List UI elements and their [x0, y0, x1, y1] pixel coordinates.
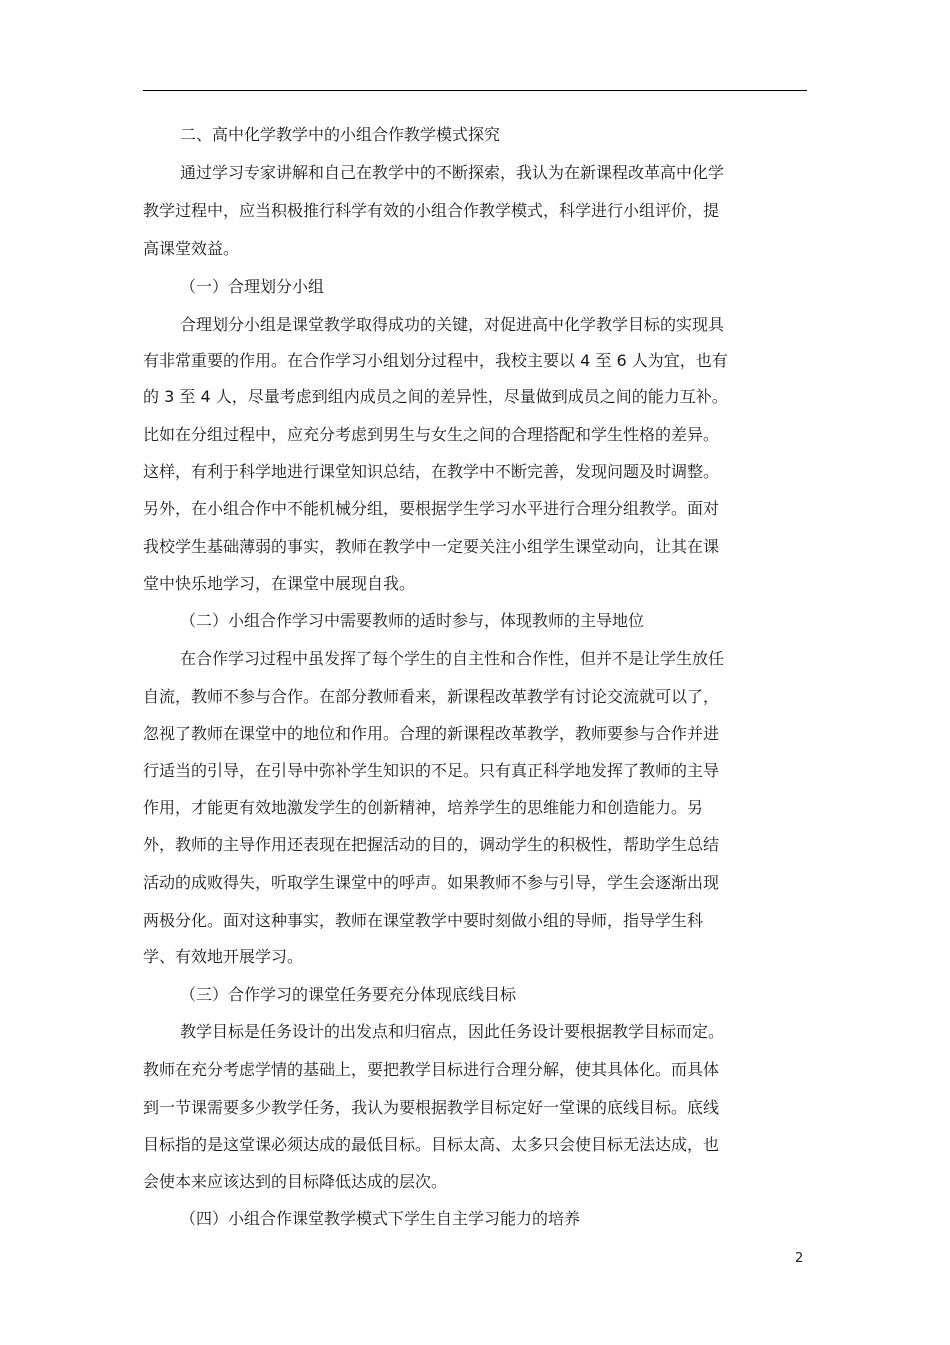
subsection-heading: （二）小组合作学习中需要教师的适时参与，体现教师的主导地位 [180, 611, 645, 630]
paragraph-line: 有非常重要的作用。在合作学习小组划分过程中，我校主要以 4 至 6 人为宜，也有 [143, 351, 728, 370]
paragraph-line: 合理划分小组是课堂教学取得成功的关键，对促进高中化学教学目标的实现具 [180, 315, 725, 334]
paragraph-line: 在合作学习过程中虽发挥了每个学生的自主性和合作性，但并不是让学生放任 [180, 649, 725, 668]
paragraph-line: 这样，有利于科学地进行课堂知识总结，在教学中不断完善，发现问题及时调整。 [143, 462, 720, 481]
paragraph-line: 教学目标是任务设计的出发点和归宿点，因此任务设计要根据教学目标而定。 [180, 1022, 725, 1041]
subsection-heading: （四）小组合作课堂教学模式下学生自主学习能力的培养 [180, 1209, 581, 1228]
page-number: 2 [795, 1251, 804, 1266]
paragraph-line: 教学过程中，应当积极推行科学有效的小组合作教学模式，科学进行小组评价，提 [143, 201, 720, 220]
paragraph-line: 到一节课需要多少教学任务，我认为要根据教学目标定好一堂课的底线目标。底线 [143, 1098, 720, 1117]
paragraph-line: 堂中快乐地学习，在课堂中展现自我。 [143, 574, 416, 593]
paragraph-line: 自流，教师不参与合作。在部分教师看来，新课程改革教学有讨论交流就可以了， [143, 687, 720, 706]
paragraph-line: 教师在充分考虑学情的基础上，要把教学目标进行合理分解，使其具体化。而具体 [143, 1060, 720, 1079]
section-heading: 二、高中化学教学中的小组合作教学模式探究 [180, 125, 501, 144]
paragraph-line: 通过学习专家讲解和自己在教学中的不断探索，我认为在新课程改革高中化学 [180, 163, 725, 182]
subsection-heading: （三）合作学习的课堂任务要充分体现底线目标 [180, 985, 517, 1004]
paragraph-line: 目标指的是这堂课必须达成的最低目标。目标太高、太多只会使目标无法达成，也 [143, 1135, 720, 1154]
paragraph-line: 另外，在小组合作中不能机械分组，要根据学生学习水平进行合理分组教学。面对 [143, 499, 720, 518]
paragraph-line: 高课堂效益。 [143, 239, 240, 258]
paragraph-line: 我校学生基础薄弱的事实，教师在教学中一定要关注小组学生课堂动向，让其在课 [143, 537, 720, 556]
paragraph-line: 会使本来应该达到的目标降低达成的层次。 [143, 1172, 448, 1191]
subsection-heading: （一）合理划分小组 [180, 277, 325, 296]
paragraph-line: 的 3 至 4 人，尽量考虑到组内成员之间的差异性，尽量做到成员之间的能力互补。 [143, 387, 728, 406]
header-rule [143, 90, 807, 91]
paragraph-line: 活动的成败得失，听取学生课堂中的呼声。如果教师不参与引导，学生会逐渐出现 [143, 873, 720, 892]
paragraph-line: 忽视了教师在课堂中的地位和作用。合理的新课程改革教学，教师要参与合作并进 [143, 724, 720, 743]
paragraph-line: 两极分化。面对这种事实，教师在课堂教学中要时刻做小组的导师，指导学生科 [143, 911, 704, 930]
paragraph-line: 外，教师的主导作用还表现在把握活动的目的，调动学生的积极性，帮助学生总结 [143, 835, 720, 854]
paragraph-line: 作用，才能更有效地激发学生的创新精神，培养学生的思维能力和创造能力。另 [143, 798, 704, 817]
paragraph-line: 行适当的引导，在引导中弥补学生知识的不足。只有真正科学地发挥了教师的主导 [143, 761, 720, 780]
paragraph-line: 学、有效地开展学习。 [143, 947, 304, 966]
paragraph-line: 比如在分组过程中，应充分考虑到男生与女生之间的合理搭配和学生性格的差异。 [143, 425, 720, 444]
